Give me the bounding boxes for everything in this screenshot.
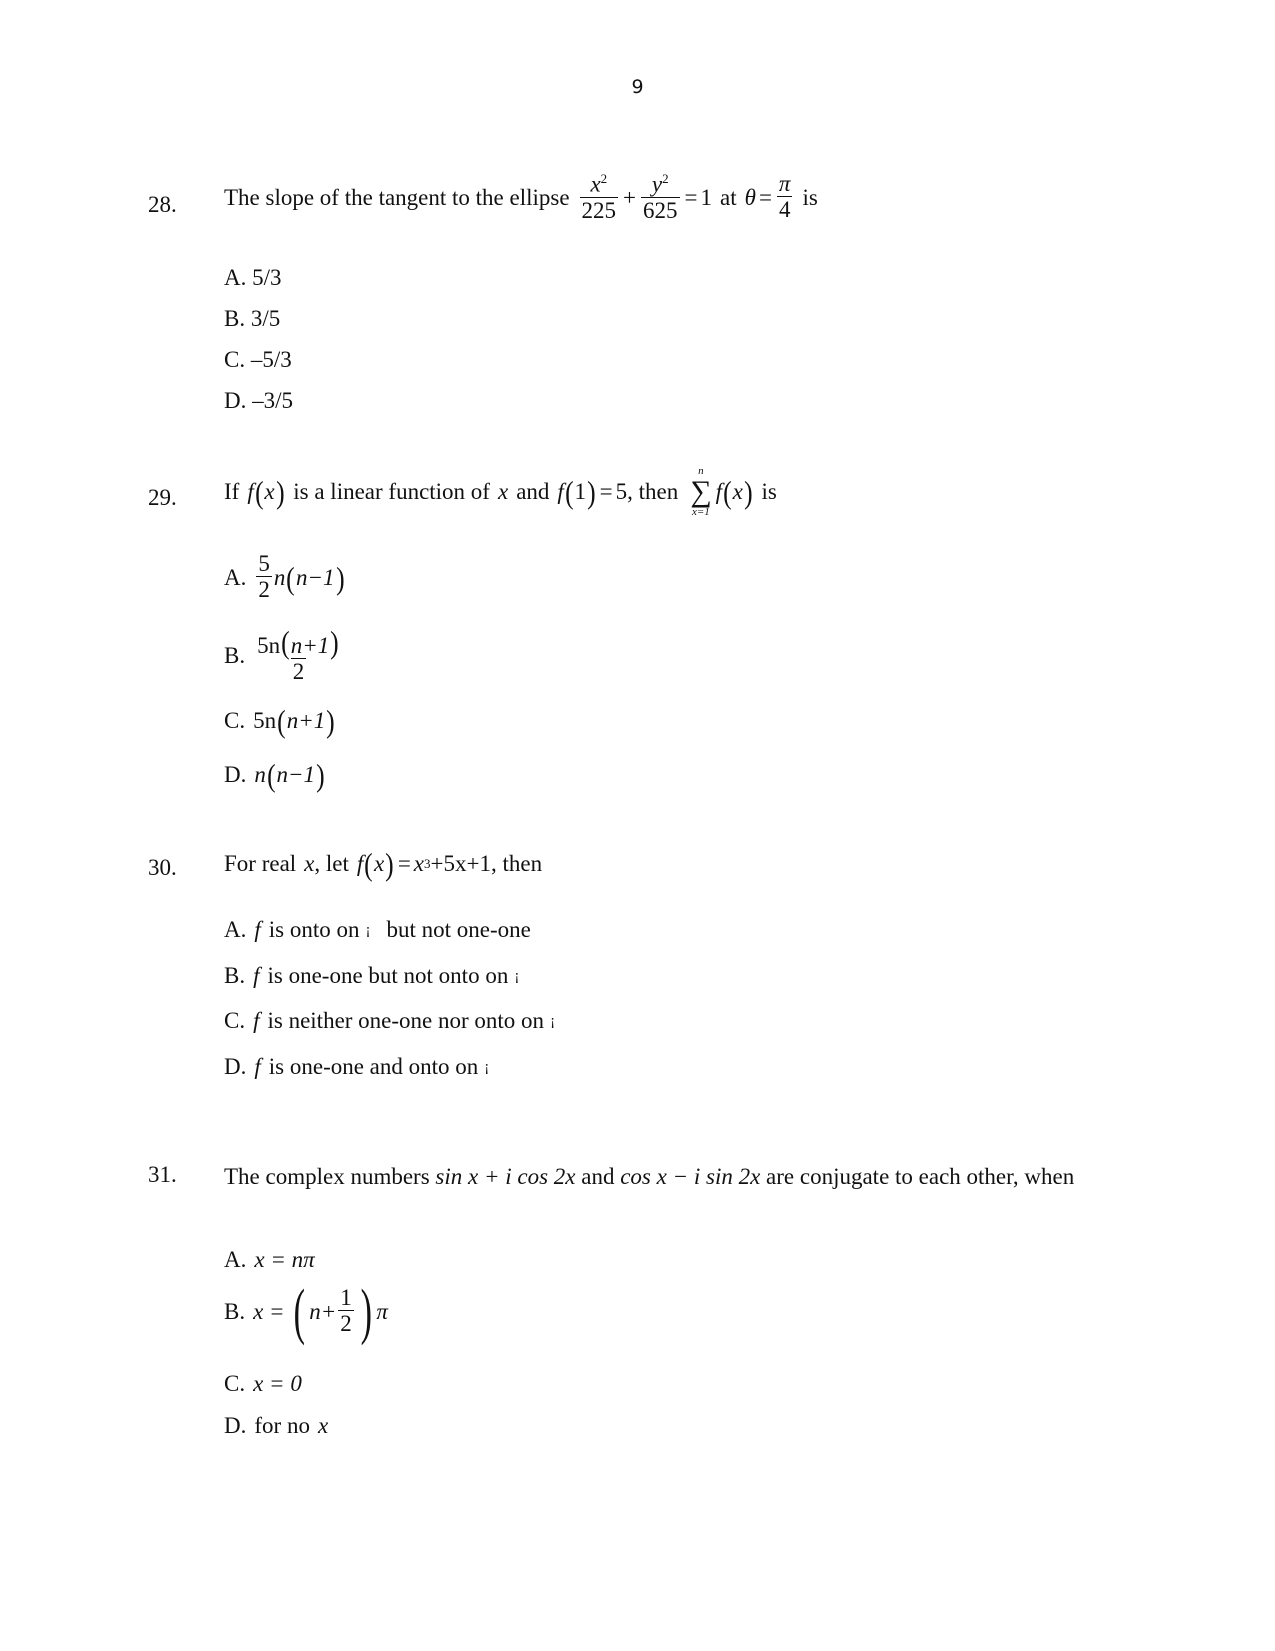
question-30-stem: For real x , let f ( x ) = x 3 +5x+1 , then <box>224 846 543 882</box>
question-31-number: 31. <box>148 1162 177 1187</box>
question-31-option-d[interactable]: D. for no x <box>224 1413 329 1438</box>
real-numbers-symbol: ¡ <box>550 1012 556 1029</box>
summation-symbol: n ∑ x=1 <box>690 465 712 518</box>
question-29-option-a[interactable]: A. $\frac{5}{2}$ n ( n−1 ) <box>224 551 345 603</box>
question-30-option-b[interactable]: B. f is one-one but not onto on ¡ <box>224 963 520 988</box>
page-number: 9 <box>631 76 644 98</box>
expression-sin-x-plus-i-cos-2x: sin x + i cos 2x <box>435 1164 576 1189</box>
question-28-option-b[interactable]: B. 3/5 <box>224 306 281 331</box>
question-28-option-c[interactable]: C. –5/3 <box>224 347 292 372</box>
real-numbers-symbol: ¡ <box>484 1058 490 1075</box>
real-numbers-symbol: ¡ <box>365 921 371 938</box>
question-30-option-d[interactable]: D. f is one-one and onto on ¡ <box>224 1054 490 1079</box>
question-31-stem: The complex numbers sin x + i cos 2x and cos x − i sin 2x are conjugate to each other, when <box>224 1164 1075 1189</box>
question-28-text: The slope of the tangent to the ellipse <box>224 185 570 211</box>
question-30-number: 30. <box>148 855 177 880</box>
question-31-option-c[interactable]: C. x = 0 <box>224 1371 302 1396</box>
fraction-pi-over-4: $\frac{\pi}{4}$ <box>778 171 791 223</box>
question-29-option-c[interactable]: C. 5n ( n+1 ) <box>224 703 335 739</box>
question-29-option-b[interactable]: B. $\frac{5n(n+1)}{2}$ <box>224 626 344 686</box>
real-numbers-symbol: ¡ <box>514 967 520 984</box>
fraction-x2-225: $\frac{x^2}{225}$ <box>581 171 617 223</box>
question-28-stem: The slope of the tangent to the ellipse $\frac{x^2}{225}$ + $\frac{y^2}{625}$ = 1 at θ = $\frac{\pi}{4}$ is <box>224 171 818 223</box>
question-29-number: 29. <box>148 485 177 510</box>
question-28-number: 28. <box>148 192 177 217</box>
question-31-option-b[interactable]: B. x = ( n+ $\frac{1}{2}$ ) π <box>224 1278 388 1346</box>
fraction-y2-625: $\frac{y^2}{625}$ <box>643 171 678 223</box>
question-29-option-d[interactable]: D. n ( n−1 ) <box>224 757 325 793</box>
expression-cos-x-minus-i-sin-2x: cos x − i sin 2x <box>620 1164 761 1189</box>
question-28-option-d[interactable]: D. –3/5 <box>224 388 293 413</box>
question-30-option-a[interactable]: A. f is onto on ¡ but not one-one <box>224 917 531 942</box>
question-30-option-c[interactable]: C. f is neither one-one nor onto on ¡ <box>224 1008 556 1033</box>
fraction-5n-n-plus-1-over-2: $\frac{5n(n+1)}{2}$ <box>257 624 339 685</box>
question-31-option-a[interactable]: A. x = nπ <box>224 1247 315 1272</box>
question-28-option-a[interactable]: A. 5/3 <box>224 265 282 290</box>
question-29-stem: If f ( x ) is a linear function of x and f ( 1 ) = 5, then n ∑ x=1 f ( x ) is <box>224 465 777 518</box>
